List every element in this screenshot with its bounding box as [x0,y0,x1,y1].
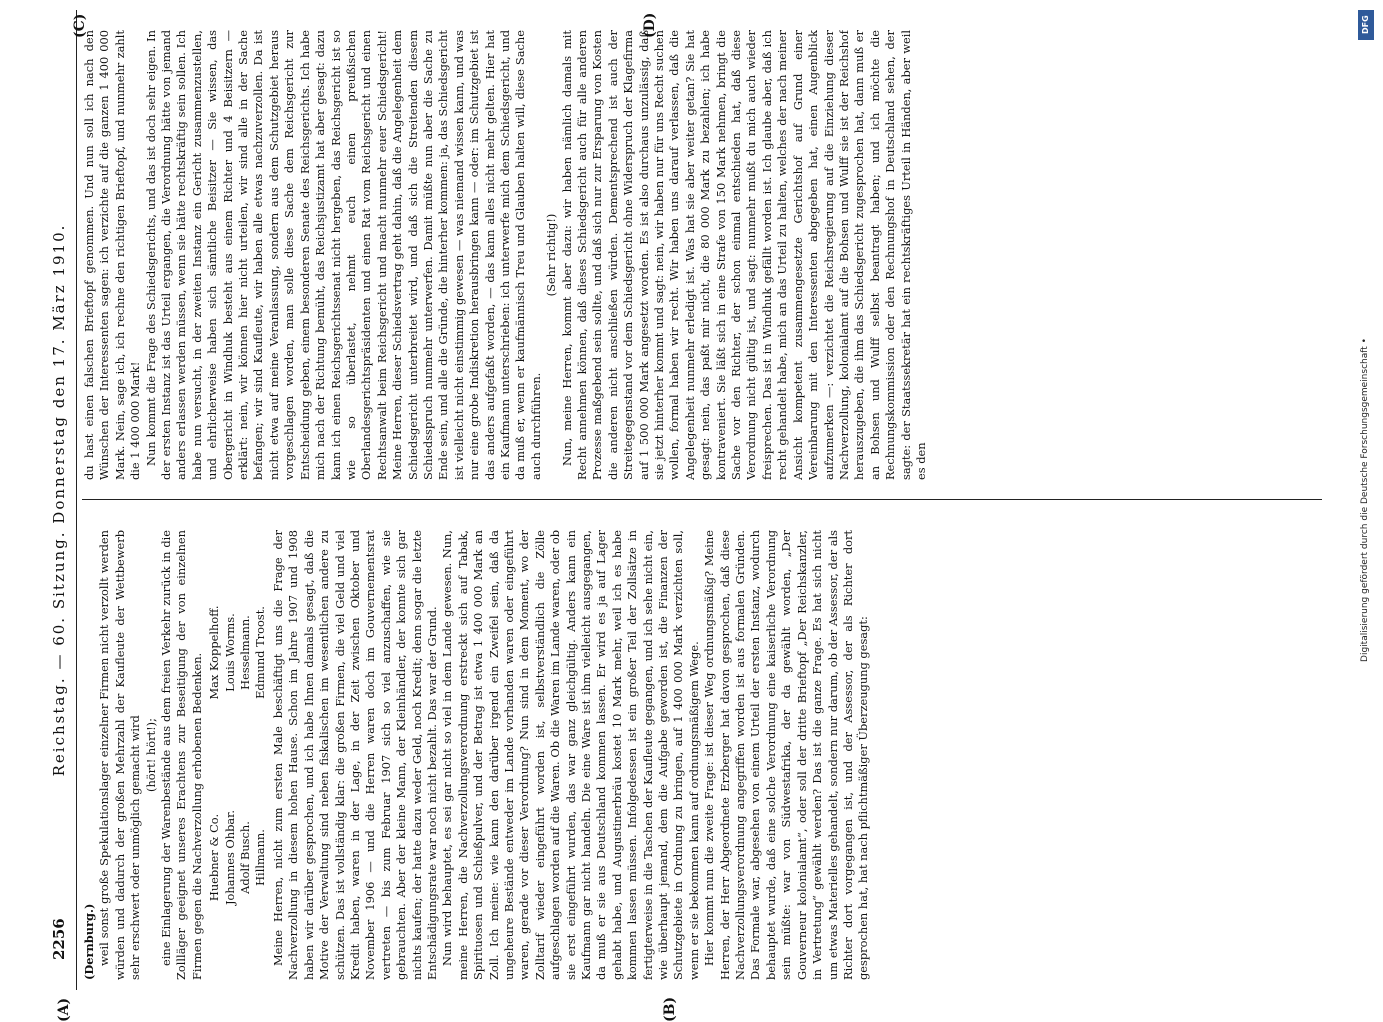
paragraph: Meine Herren, nicht zum ersten Male beschäftigt uns die Frage der Nachverzollung in diesem hohen Hause. Schon im Jahre 1907 und 1908 haben wir darüber gesprochen, und ich habe Ihnen damals gesagt, daß die Motive der Verwaltung sind neben fiskalischen im wesentlichen andere zu schützen. Das ist vollständig klar: die großen Firmen, die viel Geld und viel Kredit haben, waren in der Lage, in der Zeit zwischen Oktober und November 1906 — und die Herren waren doch im Gouvernementsrat vertreten — bis zum Februar 1907 sich so viel anzuschaffen, wie sie gebrauchten. Aber der kleine Mann, der Kleinhändler, der konnte sich gar nichts kaufen; der hatte dazu weder Geld, noch Kredit; denn sogar die letzte Entschädigungsrate war noch nicht bezahlt. Das war der Grund. [270,530,439,980]
interjection: (Sehr richtig!) [544,213,559,297]
header-rule [76,10,77,990]
signature-name: Hillmann. [253,829,268,886]
dfg-logo: DFG [1358,10,1374,40]
credit-text: Digitalisierung gefördert durch die Deutsche Forschungsgemeinschaft • [1360,338,1370,662]
signature-name: Adolf Busch. [238,821,253,894]
margin-mark-b: (B) [662,996,678,1022]
paragraph: Nun wird behauptet, es sei gar nicht so viel in dem Lande gewesen. Nun, meine Herren, die Nachverzollungsverordnung erstreckt sich auf Tabak, Spirituosen und Schießpulver, und der Betrag ist etwa 1 400 000 Mark an Zoll. Ich meine: wie kann den darüber irgend ein Zweifel sein, daß da ungeheure Bestände entweder im Lande vorhanden waren oder eingeführt waren, gerade vor dieser Verordnung? Nun sind in dem Moment, wo der Zolltarif wieder eingeführt worden ist, selbstverständlich die Zölle aufgeschlagen worden auf die Waren. Ob die Waren im Lande waren, oder ob sie erst eingeführt wurden, das war ganz gleichgültig. Anders kann ein Kaufmann gar nicht handeln. Die eine Ware ist ihm vielleicht ausgegangen, da muß er sie aus Deutschland kommen lassen. Er wird es ja auf Lager gehabt habe, und Augustinerbräu kostet 10 Mark mehr, weil ich es habe kommen lassen müssen. Infolgedessen ist ein großer Teil der Zollsätze in fertigterweise in die Taschen der Kaufleute gegangen, und ich sehe nicht ein, wie überhaupt jemand, dem die Aufgabe geworden ist, die Finanzen der Schutzgebiete in Ordnung zu bringen, auf 1 400 000 Mark verzichten soll, wenn er sie bekommen kann auf ordnungsmäßigem Wege. [440,530,701,980]
signature-name: Johannes Ohbar. [222,810,237,906]
paragraph: Nun kommt die Frage des Schiedsgerichts, und das ist doch sehr eigen. In der ersten Instanz ist das Urteil ergangen, die Verordnung hätte von jemand anders erlassen werden müssen, wenn sie hätte rechtskräftig sein sollen. Ich habe nun versucht, in der zweiten Instanz ein Gericht zusammenzustellen, und ehrlicherweise haben sich sämtliche Beisitzer — Sie wissen, das Obergericht in Windhuk besteht aus einem Richter und 4 Beisitzern — erklärt: nein, wir können hier nicht urteilen, wir sind alle in der Sache befangen; wir sind Kaufleute, wir haben alle etwas nachzuverzollen. Da ist nicht etwa auf meine Veranlassung, sondern aus dem Schutzgebiet heraus vorgeschlagen worden, man solle diese Sache dem Reichsgericht zur Entscheidung geben, einem besonderen Senate des Reichsgerichts. Ich habe mich nach der Richtung bemüht, das Reichsjustizamt hat aber gesagt: dazu kann ich einen Reichsgerichtssenat nicht hergeben, das Reichsgericht ist so wie so überlastet, nehmt euch einen preußischen Oberlandesgerichtspräsidenten und einen Rat vom Reichsgericht und einen Rechtsanwalt beim Reichsgericht und macht nunmehr euer Schiedsgericht! Meine Herren, dieser Schiedsvertrag geht dahin, daß die Angelegenheit dem Schiedsgericht unterbreitet wird, und daß sich die Streitenden diesem Schiedsspruch nunmehr unterwerfen. Damit müßte nun aber die Sache zu Ende sein, und alle die Gründe, die hinterher kommen: ja, das Schiedsgericht ist vielleicht nicht einstimmig gewesen — was niemand wissen kann, und was nur eine grobe Indiskretion herausbringen kann — oder: im Schutzgebiet ist das anders aufgefaßt worden, — das kann alles nicht mehr gelten. Hier hat ein Kaufmann unterschrieben: ich unterwerfe mich dem Schiedsgericht, und da muß er, wenn er kaufmännisch Treu und Glauben halten will, diese Sache auch durchführen. [143,30,543,480]
speaker-label: (Dernburg.) [82,903,96,980]
signature-name: Louis Worms. [222,613,237,692]
left-column [82,530,1282,980]
paragraph: Hier kommt nun die zweite Frage: ist dieser Weg ordnungsmäßig? Meine Herren, der Herr Abgeordnete Erzberger hat davon gesprochen, daß diese Nachverzollungsverordnung angegriffen worden ist aus formalen Gründen. Das Formale war, abgesehen von einem Urteil der ersten Instanz, wodurch behauptet wurde, daß eine solche Verordnung eine kaiserliche Verordnung sein müßte: war von Südwestafrika, der da gewählt worden, „Der Gouverneur kolonialamt“, oder soll der dritte Brieftopf „Der Reichskanzler, in Vertretung“ gewählt werden? Das ist die ganze Frage. Es hat sich nicht um etwas Materielles gehandelt, sondern nur darum, ob der Assessor, der als Richter dort vorgegangen ist, und der Assessor, der als Richter dort gesprochen hat, hat nach pflichtmäßiger Überzeugung gesagt: [702,530,871,980]
signature-list [205,530,271,980]
paragraph: Nun, meine Herren, kommt aber dazu: wir haben nämlich damals mit Recht annehmen können, daß dieses Schiedsgericht auch für alle anderen Prozesse maßgebend sein sollte, und daß sich nur zur Ersparung von Kosten die anderen nicht anschließen würden. Dementsprechend ist auch der Streitegegenstand vor dem Schiedsgericht ohne Widerspruch der Klagefirma auf 1 500 000 Mark angesetzt worden. Es ist also durchaus unzulässig, daß sie jetzt hinterher kommt und sagt: nein, wir haben nur für uns Recht suchen wollen, formal haben wir recht. Wir haben uns darauf verlassen, daß die Angelegenheit nunmehr erledigt ist. Was hat sie aber weiter getan? Sie hat gesagt: nein, das paßt mir nicht, die 80 000 Mark zu bezahlen; ich habe kontraveniert. Sie läßt sich in eine Strafe von 150 Mark nehmen, bringt die Sache vor den Richter, der schon einmal entschieden hat, daß diese Verordnung nicht gültig ist, und sagt: nunmehr mußt du mich auch wieder freisprechen. Das ist in Windhuk gefällt worden ist. Ich glaube aber, daß ich recht gehandelt habe, mich an das Urteil zu halten, welches der nach meiner Ansicht kompetent zusammengesetzte Gerichtshof auf Grund einer Vereinbarung mit den Interessenten abgegeben hat, einen Augenblick aufzumerken —: verzichtet die Reichsregierung auf die Einziehung dieser Nachverzollung, kolonialamt auf die Bohsen und Wulff sie ist der Reichshof herauszugeben, die ihm das Schiedsgericht zugesprochen hat, dann muß er an Bohsen und Wulff selbst beantragt haben; und ich möchte die Rechnungskommission oder den Rechnungshof in Deutschland sehen, der sagte: der Staatssekretär hat ein rechtskräftiges Urteil in Händen, aber weil es den [559,30,928,480]
signature-name: Huebner & Co. [207,813,222,902]
page-title: Reichstag. — 60. Sitzung. Donnerstag den 17. März 1910. [50,223,68,777]
right-column [82,30,1282,480]
interjection: (hört! hört!); [143,718,158,792]
digitization-credit [1352,0,1378,1000]
signature-name: Max Koppelhoff. [207,605,222,700]
margin-mark-a: (A) [56,997,72,1022]
paragraph: eine Einlagerung der Warenbestände aus dem freien Verkehr zurück in die Zollläger geeignet unseres Erachtens zur Beseitigung der von einzelnen Firmen gegen die Nachverzollung erhobenen Bedenken. [159,530,204,980]
page-number: 2256 [50,918,68,960]
column-divider [82,499,1322,500]
paragraph: weil sonst große Spekulationslager einzelner Firmen nicht verzollt werden würden und dadurch der großen Mehrzahl der Kaufleute der Wettbewerb sehr erschwert oder unmöglich gemacht wird [97,530,143,980]
page-header [46,20,72,980]
margin-mark-c: (C) [72,13,88,38]
signature-name: Hesselmann. [238,615,253,690]
paragraph: du hast einen falschen Brieftopf genommen. Und nun soll ich nach den Wünschen der Interessenten sagen: ich verzichte auf die ganzen 1 400 000 Mark. Nein, sage ich, ich rechne den richtigen Brieftopf, und nunmehr zahlt die 1 400 000 Mark! [82,30,143,480]
signature-name: Edmund Troost. [253,606,268,699]
rotated-page-content [42,0,1342,1022]
margin-mark-d: (D) [642,12,658,38]
